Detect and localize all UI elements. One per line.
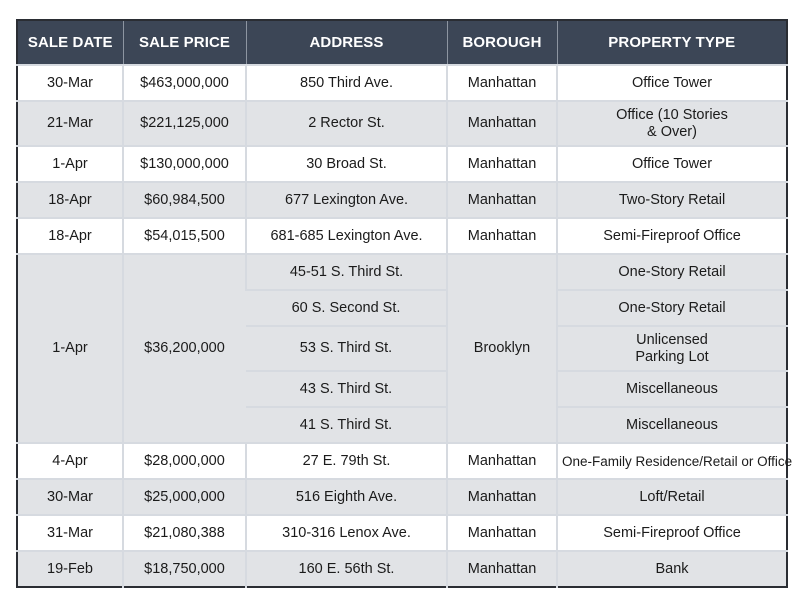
property-type-cell <box>557 101 787 146</box>
address-cell: 2 Rector St. <box>246 101 447 146</box>
property-type-line: Unlicensed <box>636 331 708 348</box>
table-row <box>17 443 787 479</box>
property-type-cell: Semi-Fireproof Office <box>557 218 787 254</box>
address-cell: 681-685 Lexington Ave. <box>246 218 447 254</box>
sale-date-cell: 31-Mar <box>17 515 123 551</box>
sale-date-cell: 18-Apr <box>17 218 123 254</box>
property-type-line: Parking Lot <box>635 348 709 365</box>
table-row <box>17 182 787 218</box>
property-type-cell: Miscellaneous <box>557 371 787 407</box>
table-row <box>17 65 787 101</box>
borough-cell: Manhattan <box>447 551 557 587</box>
address-cell: 45-51 S. Third St. <box>246 254 447 290</box>
table-row <box>17 101 787 146</box>
address-cell: 160 E. 56th St. <box>246 551 447 587</box>
property-type-cell: Semi-Fireproof Office <box>557 515 787 551</box>
borough-cell: Manhattan <box>447 479 557 515</box>
property-type-line: & Over) <box>647 123 697 140</box>
table-row <box>17 146 787 182</box>
table-row <box>17 515 787 551</box>
table-row <box>17 218 787 254</box>
property-type-cell: Loft/Retail <box>557 479 787 515</box>
address-cell: 53 S. Third St. <box>246 326 447 371</box>
address-cell: 310-316 Lenox Ave. <box>246 515 447 551</box>
property-type-cell: One-Story Retail <box>557 290 787 326</box>
borough-cell: Manhattan <box>447 443 557 479</box>
sale-date-cell: 18-Apr <box>17 182 123 218</box>
header-address: ADDRESS <box>246 20 447 65</box>
address-cell: 30 Broad St. <box>246 146 447 182</box>
property-type-line: Office (10 Stories <box>616 106 728 123</box>
sale-date-cell: 1-Apr <box>17 254 123 443</box>
sale-date-cell: 19-Feb <box>17 551 123 587</box>
address-cell: 27 E. 79th St. <box>246 443 447 479</box>
sale-price-cell: $36,200,000 <box>123 254 246 443</box>
borough-cell: Manhattan <box>447 65 557 101</box>
sale-date-cell: 1-Apr <box>17 146 123 182</box>
header-row <box>17 20 787 65</box>
address-cell: 516 Eighth Ave. <box>246 479 447 515</box>
property-type-cell <box>557 326 787 371</box>
sale-date-cell: 21-Mar <box>17 101 123 146</box>
sale-price-cell: $130,000,000 <box>123 146 246 182</box>
property-type-cell: Office Tower <box>557 65 787 101</box>
table-row <box>17 551 787 587</box>
sale-date-cell: 4-Apr <box>17 443 123 479</box>
address-cell: 60 S. Second St. <box>246 290 447 326</box>
property-type-cell: Office Tower <box>557 146 787 182</box>
borough-cell: Brooklyn <box>447 254 557 443</box>
header-sale-price: SALE PRICE <box>123 20 246 65</box>
header-borough: BOROUGH <box>447 20 557 65</box>
sale-price-cell: $54,015,500 <box>123 218 246 254</box>
sale-price-cell: $463,000,000 <box>123 65 246 101</box>
borough-cell: Manhattan <box>447 515 557 551</box>
sale-date-cell: 30-Mar <box>17 65 123 101</box>
sales-table <box>16 19 793 588</box>
borough-cell: Manhattan <box>447 218 557 254</box>
property-type-cell: Two-Story Retail <box>557 182 787 218</box>
sale-price-cell: $18,750,000 <box>123 551 246 587</box>
header-property-type: PROPERTY TYPE <box>557 20 787 65</box>
address-cell: 850 Third Ave. <box>246 65 447 101</box>
sale-price-cell: $28,000,000 <box>123 443 246 479</box>
sale-price-cell: $221,125,000 <box>123 101 246 146</box>
property-type-cell: One-Story Retail <box>557 254 787 290</box>
borough-cell: Manhattan <box>447 182 557 218</box>
address-cell: 43 S. Third St. <box>246 371 447 407</box>
sale-price-cell: $60,984,500 <box>123 182 246 218</box>
header-sale-date: SALE DATE <box>17 20 123 65</box>
address-cell: 41 S. Third St. <box>246 407 447 443</box>
borough-cell: Manhattan <box>447 101 557 146</box>
sale-date-cell: 30-Mar <box>17 479 123 515</box>
address-cell: 677 Lexington Ave. <box>246 182 447 218</box>
sale-price-cell: $21,080,388 <box>123 515 246 551</box>
table-row <box>17 254 787 290</box>
sale-price-cell: $25,000,000 <box>123 479 246 515</box>
property-type-cell: One-Family Residence/Retail or Office <box>557 443 787 479</box>
property-type-cell: Bank <box>557 551 787 587</box>
borough-cell: Manhattan <box>447 146 557 182</box>
property-type-cell: Miscellaneous <box>557 407 787 443</box>
table-row <box>17 479 787 515</box>
